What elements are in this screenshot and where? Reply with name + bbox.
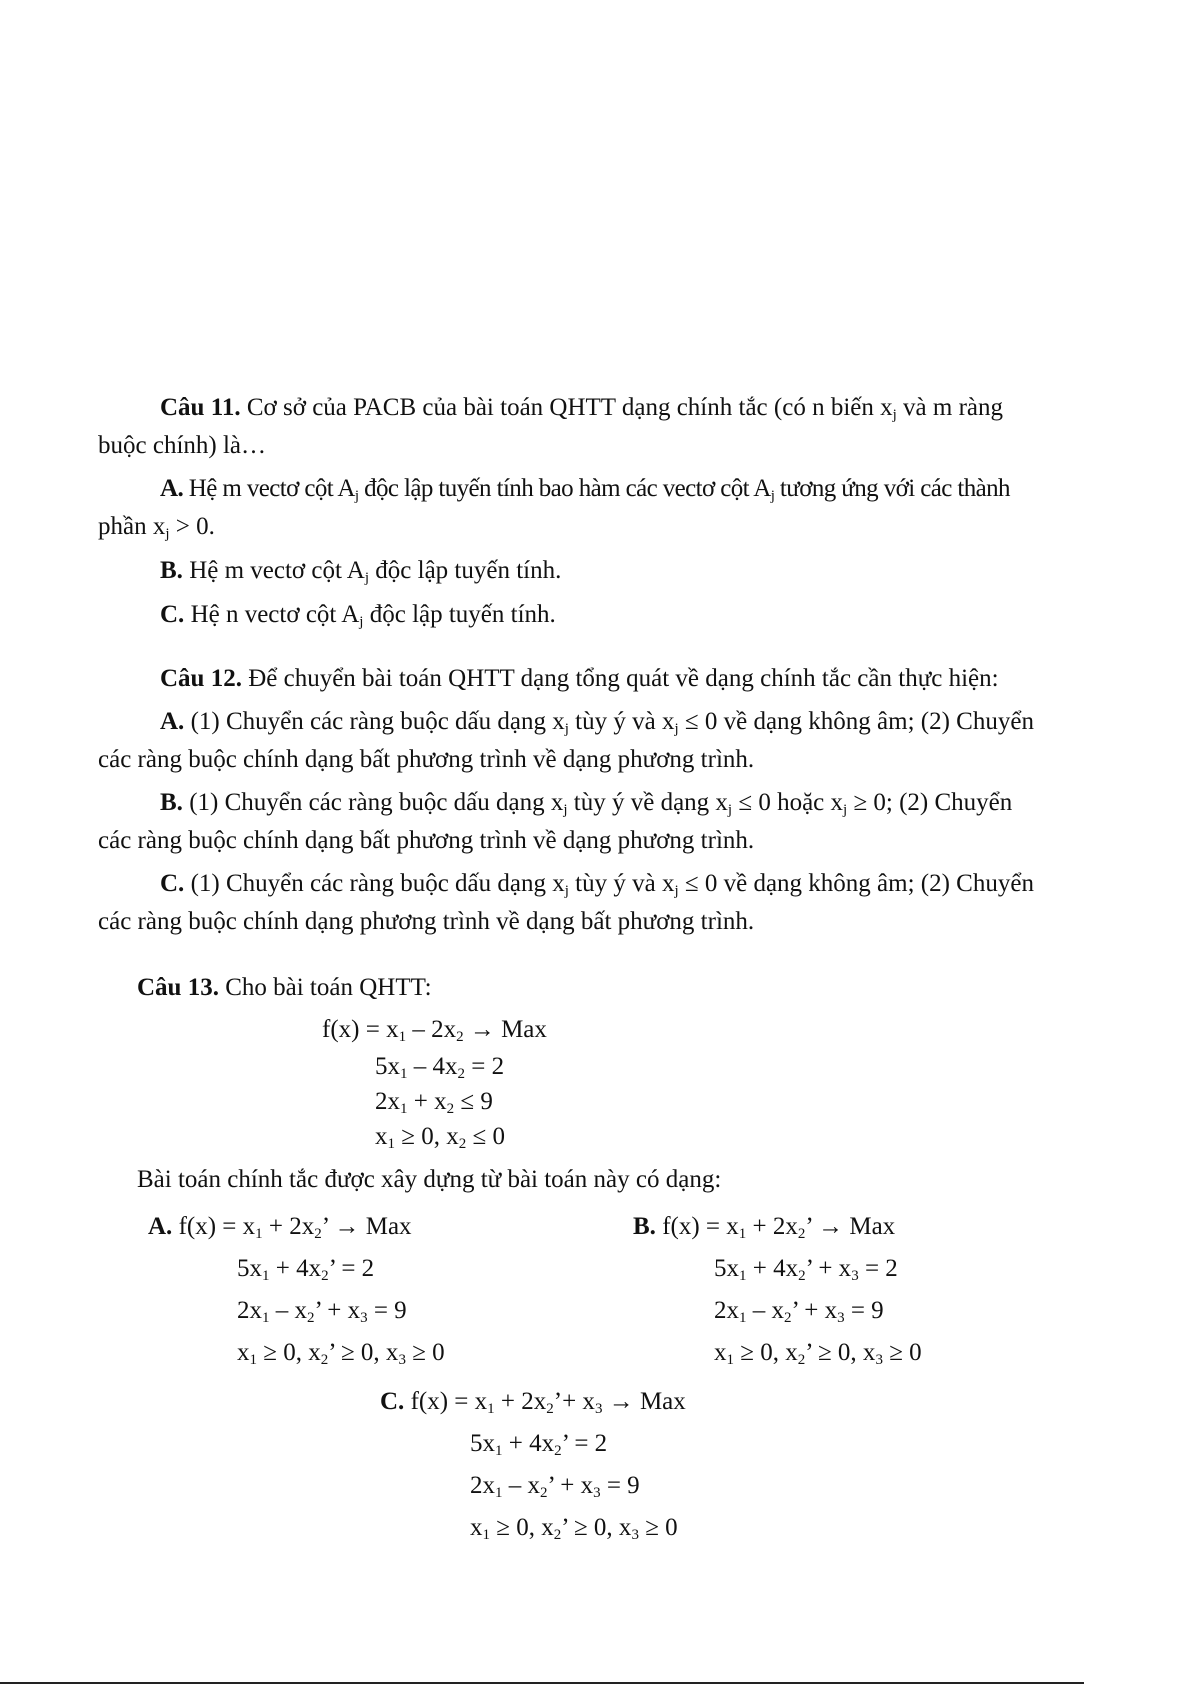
- q12-option-c-line-2: các ràng buộc chính dạng phương trình về dạng bất phương trình.: [98, 908, 755, 935]
- q12-option-c-line-1: C. (1) Chuyển các ràng buộc dấu dạng $x_j$ tùy ý và $x_j \le 0$ về dạng không âm; (2) Chuyển: [160, 870, 1034, 899]
- q12-label: Câu 12.: [160, 665, 242, 692]
- q13-option-c-constraint-2: $2x_1 - x_2$’ + $x_3 = 9$: [470, 1472, 640, 1501]
- page-bottom-rule: [0, 1682, 1084, 1684]
- q13-stem: Câu 13. Cho bài toán QHTT:: [137, 974, 432, 1001]
- q13-option-a-constraint-1: $5x_1 + 4x_2$’ = 2: [237, 1255, 375, 1284]
- q13-option-a-sign-constraint: $x_1 \ge 0$, $x_2$’ ≥ 0, $x_3 \ge 0$: [237, 1339, 445, 1368]
- q13-constraint-1: $5x_1 - 4x_2 = 2$: [375, 1053, 505, 1082]
- q11-option-b: B. Hệ m vectơ cột $A_j$ độc lập tuyến tính.: [160, 557, 562, 586]
- q13-option-c-constraint-1: $5x_1 + 4x_2$’ = 2: [470, 1430, 608, 1459]
- q13-sign-constraint: $x_1 \ge 0$, $x_2 \le 0$: [375, 1123, 505, 1152]
- q12-option-a-line-2: các ràng buộc chính dạng bất phương trình về dạng phương trình.: [98, 746, 755, 773]
- q13-option-b-sign-constraint: $x_1 \ge 0$, $x_2$’ ≥ 0, $x_3 \ge 0$: [714, 1339, 922, 1368]
- q13-label: Câu 13.: [137, 974, 219, 1001]
- q13-option-b-objective: B. $f(x) = x_1 + 2x_2$’ → Max: [633, 1213, 896, 1242]
- q12-stem: Câu 12. Để chuyển bài toán QHTT dạng tổng quát về dạng chính tắc cần thực hiện:: [160, 665, 999, 692]
- q13-option-a-constraint-2: $2x_1 - x_2$’ + $x_3 = 9$: [237, 1297, 407, 1326]
- q13-option-c-objective: C. $f(x) = x_1$ + $2x_2’+ x_3$ → Max: [380, 1388, 686, 1417]
- q13-question: Bài toán chính tắc được xây dựng từ bài toán này có dạng:: [137, 1166, 722, 1193]
- q11-option-a-line-1: A. Hệ m vectơ cột $A_j$ độc lập tuyến tính bao hàm các vectơ cột $A_j$ tương ứng với các thành: [160, 475, 1010, 504]
- q12-option-b-line-2: các ràng buộc chính dạng bất phương trình về dạng phương trình.: [98, 827, 755, 854]
- q11-stem-line-2: buộc chính) là…: [98, 432, 267, 459]
- q12-option-a-line-1: A. (1) Chuyển các ràng buộc dấu dạng $x_j$ tùy ý và $x_j \le 0$ về dạng không âm; (2) Chuyển: [160, 708, 1034, 737]
- q13-option-a-objective: A. $f(x) = x_1 + 2x_2$’ → Max: [148, 1213, 412, 1242]
- q13-objective: $f(x) = x_1 - 2x_2$ → Max: [322, 1016, 547, 1045]
- q12-option-b-line-1: B. (1) Chuyển các ràng buộc dấu dạng $x_j$ tùy ý về dạng $x_j \le 0$ hoặc $x_j \ge 0$; (2) Chuyển: [160, 789, 1013, 818]
- q11-stem-line-1: Câu 11. Cơ sở của PACB của bài toán QHTT dạng chính tắc (có n biến $x_j$ và m ràng: [160, 394, 1003, 423]
- q13-option-c-sign-constraint: $x_1 \ge 0$, $x_2$’ ≥ 0, $x_3 \ge 0$: [470, 1514, 678, 1543]
- q13-option-b-constraint-2: $2x_1 - x_2$’ + $x_3 = 9$: [714, 1297, 884, 1326]
- q13-option-b-constraint-1: $5x_1 + 4x_2$’ + $x_3 = 2$: [714, 1255, 898, 1284]
- q13-constraint-2: $2x_1 + x_2 \le 9$: [375, 1088, 493, 1117]
- q11-label: Câu 11.: [160, 394, 241, 421]
- q11-option-c: C. Hệ n vectơ cột $A_j$ độc lập tuyến tính.: [160, 601, 556, 630]
- q11-option-a-line-2: phần $x_j > 0$.: [98, 513, 215, 542]
